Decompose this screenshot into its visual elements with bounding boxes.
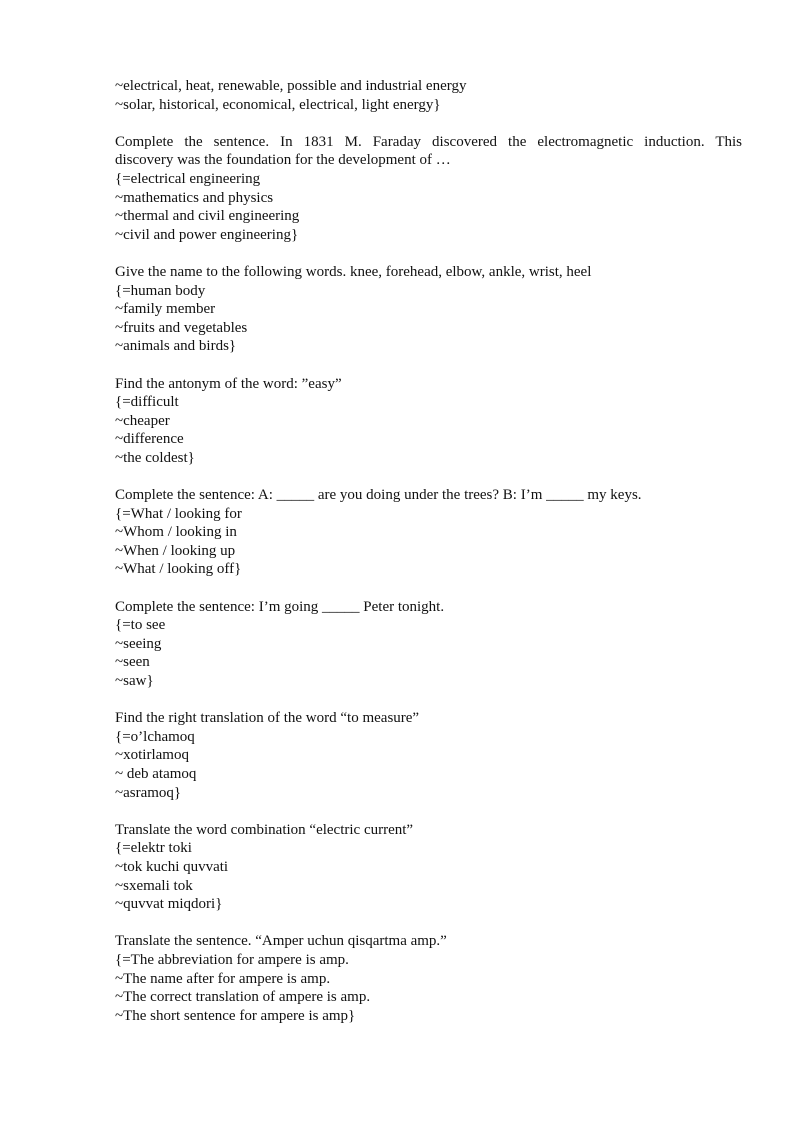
option-line: ~When / looking up (115, 542, 236, 559)
option-line: ~The name after for ampere is amp. (115, 970, 331, 987)
option-line: ~sxemali tok (115, 877, 193, 894)
question-prompt: Find the right translation of the word “to measure” (115, 710, 420, 727)
question-block-3 (115, 375, 742, 468)
option-line: ~solar, historical, economical, electrical, light energy} (115, 96, 441, 113)
option-line: {=human body (115, 282, 206, 299)
option-line: ~fruits and vegetables (115, 319, 248, 336)
option-line: {=The abbreviation for ampere is amp. (115, 951, 349, 968)
option-line: ~Whom / looking in (115, 524, 237, 541)
option-line: ~asramoq} (115, 784, 182, 801)
option-line: ~electrical, heat, renewable, possible and industrial energy (115, 78, 467, 94)
option-line: ~seen (115, 654, 150, 671)
option-line: ~quvvat miqdori} (115, 896, 223, 913)
option-line: ~The short sentence for ampere is amp} (115, 1007, 356, 1024)
question-block-8 (115, 932, 742, 1025)
option-line: ~ deb atamoq (115, 765, 197, 782)
option-line: {=What / looking for (115, 505, 242, 522)
option-line: ~tok kuchi quvvati (115, 858, 229, 875)
option-line: {=o’lchamoq (115, 728, 195, 745)
option-line: ~difference (115, 431, 184, 448)
option-line: {=electrical engineering (115, 170, 261, 187)
question-prompt: Translate the sentence. “Amper uchun qisqartma amp.” (115, 933, 447, 950)
option-line: ~mathematics and physics (115, 189, 274, 206)
option-line: ~saw} (115, 673, 154, 689)
question-block-6 (115, 709, 742, 802)
question-block-1 (115, 133, 742, 245)
option-line: ~The correct translation of ampere is amp. (115, 989, 371, 1006)
option-line: ~What / looking off} (115, 561, 242, 578)
question-prompt: Complete the sentence: A: _____ are you doing under the trees? B: I’m _____ my keys. (115, 487, 642, 504)
lead-options (115, 77, 742, 114)
question-prompt: Complete the sentence. In 1831 M. Faraday discovered the electromagnetic induction. This (115, 133, 742, 150)
question-prompt: Give the name to the following words. knee, forehead, elbow, ankle, wrist, heel (115, 263, 592, 280)
option-line: ~animals and birds} (115, 338, 237, 355)
question-prompt: Complete the sentence: I’m going _____ Peter tonight. (115, 598, 445, 615)
question-prompt: Find the antonym of the word: ”easy” (115, 375, 342, 392)
option-line: ~family member (115, 301, 216, 318)
option-line: {=difficult (115, 394, 179, 411)
question-prompt: Translate the word combination “electric current” (115, 821, 414, 838)
question-prompt-continued: discovery was the foundation for the development of … (115, 152, 451, 169)
option-line: ~civil and power engineering} (115, 226, 299, 243)
question-block-2 (115, 263, 742, 356)
document-page (115, 77, 742, 1044)
question-block-5 (115, 598, 742, 691)
option-line: ~thermal and civil engineering (115, 208, 300, 225)
question-block-4 (115, 486, 742, 579)
option-line: ~xotirlamoq (115, 747, 189, 764)
question-block-7 (115, 821, 742, 914)
option-line: {=elektr toki (115, 840, 192, 857)
option-line: ~the coldest} (115, 449, 195, 466)
option-line: {=to see (115, 617, 166, 634)
option-line: ~seeing (115, 635, 162, 652)
option-line: ~cheaper (115, 412, 170, 429)
